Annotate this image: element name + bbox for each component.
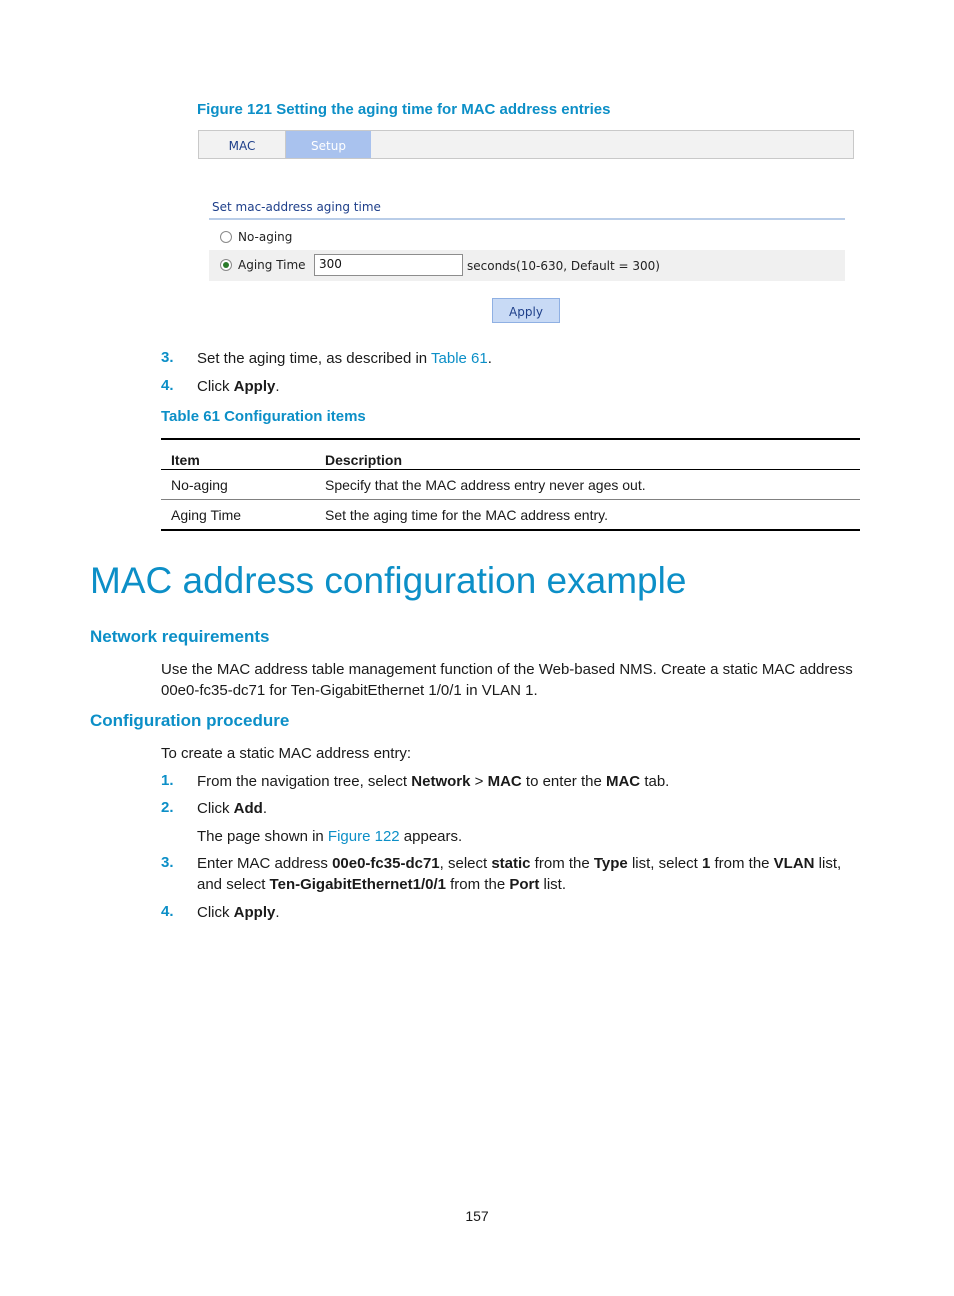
tab-mac[interactable]: MAC	[199, 131, 286, 158]
configuration-items-table	[161, 438, 860, 531]
step-text-part: list.	[539, 876, 566, 893]
step-number: 1.	[161, 772, 174, 789]
tab-bar	[198, 130, 854, 159]
network-requirements-line2: 00e0-fc35-dc71 for Ten-GigabitEthernet 1/0/1 in VLAN 1.	[161, 682, 538, 699]
figure-caption: Figure 121 Setting the aging time for MAC address entries	[197, 101, 611, 118]
step-text-part: .	[275, 378, 280, 395]
step-number: 3.	[161, 854, 174, 871]
no-aging-label: No-aging	[238, 230, 293, 244]
table-header-description: Description	[325, 452, 403, 468]
step-text-part: and select	[197, 876, 270, 893]
step-text-part: The page shown in	[197, 828, 328, 845]
no-aging-option[interactable]	[220, 230, 520, 248]
step-text-part: list, select	[627, 855, 702, 872]
table-cell: No-aging	[171, 476, 228, 493]
table-cell: Aging Time	[171, 506, 242, 523]
step-text-part: .	[262, 800, 268, 817]
step-text-bold: static	[491, 855, 531, 872]
step-text-part: from the	[445, 876, 510, 893]
step-text	[197, 853, 841, 874]
section-divider	[209, 218, 845, 220]
step-text	[197, 348, 492, 369]
step-text-part: Enter MAC address	[197, 855, 333, 872]
section-title: Set mac-address aging time	[212, 200, 381, 214]
step-text-part: list,	[814, 855, 842, 872]
page-number: 157	[465, 1208, 489, 1224]
step-text-bold: Ten-GigabitEthernet1/0/1	[269, 876, 446, 893]
aging-time-label: Aging Time	[238, 258, 306, 272]
step-text-part: , select	[439, 855, 492, 872]
tab-setup[interactable]: Setup	[286, 131, 371, 158]
configuration-procedure-heading: Configuration procedure	[90, 711, 290, 730]
step-text-part: .	[487, 350, 492, 367]
table-header-row	[161, 439, 860, 470]
step-text-part: tab.	[640, 773, 670, 790]
figure-122-link[interactable]: Figure 122	[327, 828, 400, 845]
procedure-intro: To create a static MAC address entry:	[161, 745, 412, 762]
step-text	[197, 771, 669, 792]
step-text-bold: Apply	[233, 904, 276, 921]
table-row	[161, 470, 860, 500]
step-text-bold: MAC	[605, 773, 641, 790]
table-row	[161, 500, 860, 531]
step-number: 4.	[161, 377, 174, 394]
step-text	[197, 376, 280, 397]
step-text-part: to enter the	[521, 773, 606, 790]
step-text-bold: Type	[593, 855, 628, 872]
step-text-bold: VLAN	[773, 855, 815, 872]
aging-time-radio[interactable]	[220, 259, 232, 271]
page-heading: MAC address configuration example	[90, 560, 687, 601]
step-text-bold: 00e0-fc35-dc71	[332, 855, 440, 872]
table-cell: Specify that the MAC address entry never ages out.	[325, 476, 646, 493]
apply-button[interactable]: Apply	[492, 298, 560, 323]
network-requirements-line1: Use the MAC address table management function of the Web-based NMS. Create a static MAC address	[161, 661, 853, 678]
step-text-part: from the	[710, 855, 774, 872]
step-text	[197, 902, 280, 923]
step-text-bold: Port	[509, 876, 540, 893]
step-text-part: .	[275, 904, 280, 921]
step-text-bold: Apply	[233, 378, 276, 395]
table-caption: Table 61 Configuration items	[161, 408, 366, 425]
aging-time-hint: seconds(10-630, Default = 300)	[467, 259, 660, 273]
table-61-link[interactable]: Table 61	[431, 350, 488, 367]
step-text-continued	[197, 874, 566, 895]
no-aging-radio[interactable]	[220, 231, 232, 243]
table-header-item: Item	[171, 452, 200, 468]
step-text	[197, 798, 267, 819]
step-text-part: Set the aging time, as described in	[197, 350, 432, 367]
aging-time-option[interactable]	[220, 258, 320, 276]
aging-time-input[interactable]: 300	[314, 254, 463, 276]
step-number: 2.	[161, 799, 174, 816]
step-text-bold: Add	[233, 800, 263, 817]
step-text-part: Click	[197, 800, 234, 817]
step-number: 3.	[161, 349, 174, 366]
step-text-bold: Network	[411, 773, 471, 790]
step-note	[197, 826, 462, 847]
step-text-part: appears.	[399, 828, 463, 845]
network-requirements-heading: Network requirements	[90, 627, 270, 646]
step-number: 4.	[161, 903, 174, 920]
step-text-part: >	[470, 773, 488, 790]
step-text-bold: MAC	[487, 773, 522, 790]
step-text-part: Click	[197, 904, 234, 921]
table-cell: Set the aging time for the MAC address entry.	[325, 506, 608, 523]
step-text-part: Click	[197, 378, 234, 395]
step-text-part: from the	[530, 855, 594, 872]
step-text-part: From the navigation tree, select	[197, 773, 412, 790]
step-text-bold: 1	[701, 855, 711, 872]
